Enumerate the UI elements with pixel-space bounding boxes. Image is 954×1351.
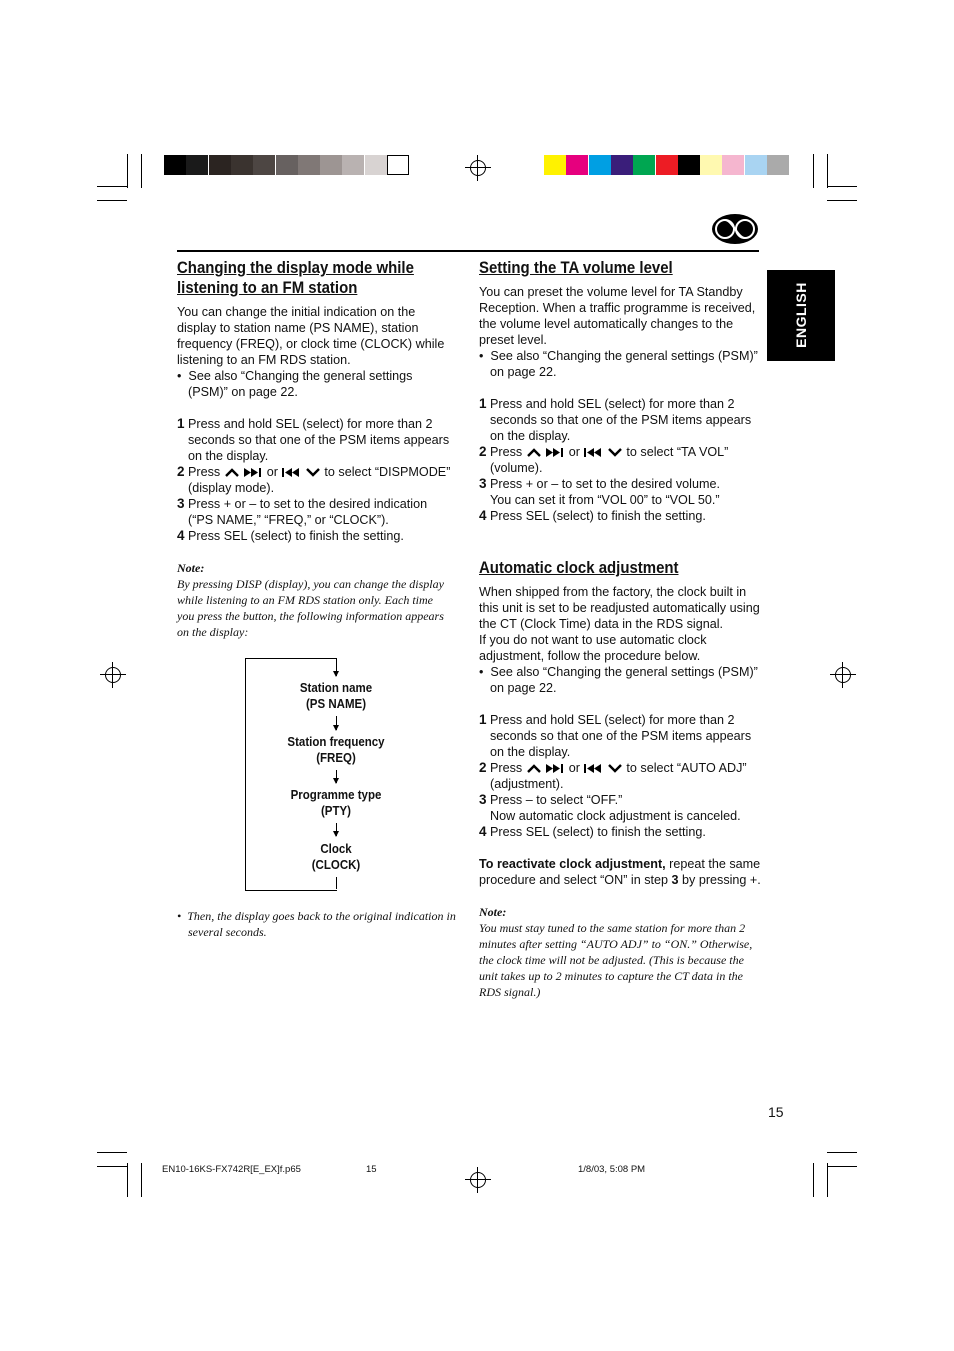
crop-mark <box>97 1152 127 1153</box>
step-item: 3 Press – to select “OFF.” Now automatic clock adjustment is canceled. <box>479 792 741 823</box>
down-arrow-icon <box>607 764 623 773</box>
step-item: 1 Press and hold SEL (select) for more than 2 seconds so that one of the PSM items appears on the display. <box>177 416 450 463</box>
flow-item: Clock (CLOCK) <box>311 842 361 872</box>
step-item: 4 Press SEL (select) to finish the setting. <box>177 528 404 543</box>
crop-mark <box>97 1166 127 1167</box>
calibration-swatch <box>767 155 789 175</box>
footer-page: 15 <box>366 1164 377 1175</box>
section-heading: Changing the display mode while <box>177 258 414 277</box>
intro-text: When shipped from the factory, the clock built in this unit is set to be readjusted automatically using the CT (Clock Time) data in the RDS signal. <box>479 585 760 631</box>
crop-mark <box>127 1163 128 1197</box>
calibration-swatch <box>700 155 722 175</box>
flow-item: Programme type (PTY) <box>290 788 382 818</box>
calibration-swatch <box>745 155 767 175</box>
after-note: • Then, the display goes back to the original indication in several seconds. <box>177 909 456 939</box>
calibration-swatch <box>365 155 387 175</box>
step-item: 2 Press or to select “DISPMODE” (display mode). <box>177 464 451 495</box>
left-column <box>177 258 452 640</box>
calibration-swatch <box>320 155 342 175</box>
step-item: 4 Press SEL (select) to finish the setting. <box>479 508 706 523</box>
arrow-down-icon <box>336 823 337 836</box>
section-heading: Automatic clock adjustment <box>479 558 679 577</box>
skip-back-icon <box>583 448 603 457</box>
down-arrow-icon <box>607 448 623 457</box>
calibration-swatch <box>722 155 744 175</box>
calibration-swatch <box>566 155 588 175</box>
step-item: 1 Press and hold SEL (select) for more than 2 seconds so that one of the PSM items appears on the display. <box>479 396 752 443</box>
note-text: You must stay tuned to the same station for more than 2 minutes after setting “AUTO ADJ” to “ON.” Otherwise, the clock time will not be adjusted. (This is because the unit takes up to 2 minutes to capture the CT data in the RDS signal.) <box>479 921 753 999</box>
crop-mark <box>827 1163 828 1197</box>
arrow-down-icon <box>336 770 337 783</box>
right-column <box>479 258 761 1000</box>
calibration-swatch <box>387 155 409 175</box>
language-tab-label: ENGLISH <box>793 282 809 348</box>
calibration-swatch <box>298 155 320 175</box>
skip-forward-icon <box>243 468 263 477</box>
calibration-swatch <box>656 155 678 175</box>
see-also-bullet: • See also “Changing the general settings (PSM)” on page 22. <box>177 369 413 399</box>
rds-logo-icon <box>710 212 760 246</box>
crop-mark <box>141 154 142 188</box>
arrow-down-icon <box>336 658 337 676</box>
calibration-swatch <box>253 155 275 175</box>
step-item: 3 Press + or – to set to the desired volume. You can set it from “VOL 00” to “VOL 50.” <box>479 476 720 507</box>
step-item: 3 Press + or – to set to the desired indication (“PS NAME,” “FREQ,” or “CLOCK”). <box>177 496 428 527</box>
note-label: Note: <box>479 905 507 919</box>
section-heading: Setting the TA volume level <box>479 258 673 277</box>
crop-mark <box>141 1163 142 1197</box>
down-arrow-icon <box>305 468 321 477</box>
intro-text: You can preset the volume level for TA Standby Reception. When a traffic programme is received, the volume level automatically changes to the preset level. <box>479 285 756 347</box>
intro-text: If you do not want to use automatic clock adjustment, follow the procedure below. <box>479 633 707 663</box>
calibration-swatch <box>164 155 186 175</box>
up-arrow-icon <box>224 468 240 477</box>
calibration-swatch <box>633 155 655 175</box>
language-tab <box>767 270 835 361</box>
crop-mark <box>827 186 857 187</box>
section-heading: listening to an FM station <box>177 278 358 297</box>
skip-forward-icon <box>545 448 565 457</box>
calibration-swatch <box>544 155 566 175</box>
step-item: 4 Press SEL (select) to finish the setting. <box>479 824 706 839</box>
header-rule <box>177 250 759 252</box>
reactivate-text: To reactivate clock adjustment, repeat the same procedure and select “ON” in step 3 by pressing +. <box>479 857 761 887</box>
footer-date: 1/8/03, 5:08 PM <box>578 1164 646 1175</box>
calibration-swatch <box>678 155 700 175</box>
note-text: By pressing DISP (display), you can change the display while listening to an FM RDS station only. Each time you press the button, the following information appears on the display: <box>177 577 444 639</box>
crop-mark <box>827 200 857 201</box>
crop-mark <box>97 186 127 187</box>
crop-mark <box>827 1166 857 1167</box>
registration-mark-icon <box>470 1172 486 1188</box>
calibration-swatch <box>611 155 633 175</box>
page-number: 15 <box>768 1104 784 1120</box>
intro-text: You can change the initial indication on the display to station name (PS NAME), station frequency (FREQ), or clock time (CLOCK) while listening to an FM RDS station. <box>177 305 445 367</box>
up-arrow-icon <box>526 764 542 773</box>
calibration-swatch <box>231 155 253 175</box>
arrow-down-icon <box>336 716 337 730</box>
registration-mark-icon <box>470 160 486 176</box>
calibration-swatch <box>589 155 611 175</box>
cycle-line <box>336 877 337 889</box>
note-label: Note: <box>177 561 205 575</box>
up-arrow-icon <box>526 448 542 457</box>
skip-forward-icon <box>545 764 565 773</box>
display-cycle-diagram <box>245 658 427 890</box>
skip-back-icon <box>281 468 301 477</box>
crop-mark <box>827 154 828 188</box>
calibration-swatch <box>209 155 231 175</box>
calibration-swatch <box>276 155 298 175</box>
skip-back-icon <box>583 764 603 773</box>
footer-file: EN10-16KS-FX742R[E_EX]f.p65 <box>162 1164 301 1175</box>
calibration-swatch <box>342 155 364 175</box>
registration-mark-icon <box>835 667 851 683</box>
crop-mark <box>127 154 128 188</box>
crop-mark <box>827 1152 857 1153</box>
flow-item: Station name (PS NAME) <box>299 681 373 711</box>
calibration-swatch <box>186 155 208 175</box>
flow-item: Station frequency (FREQ) <box>287 735 385 765</box>
see-also-bullet: • See also “Changing the general settings (PSM)” on page 22. <box>479 349 758 379</box>
registration-mark-icon <box>105 667 121 683</box>
crop-mark <box>97 200 127 201</box>
crop-mark <box>813 1163 814 1197</box>
see-also-bullet: • See also “Changing the general settings (PSM)” on page 22. <box>479 665 758 695</box>
step-item: 1 Press and hold SEL (select) for more than 2 seconds so that one of the PSM items appears on the display. <box>479 712 752 759</box>
crop-mark <box>813 154 814 188</box>
step-item: 2 Press or to select “AUTO ADJ” (adjustment). <box>479 760 747 791</box>
step-item: 2 Press or to select “TA VOL” (volume). <box>479 444 729 475</box>
